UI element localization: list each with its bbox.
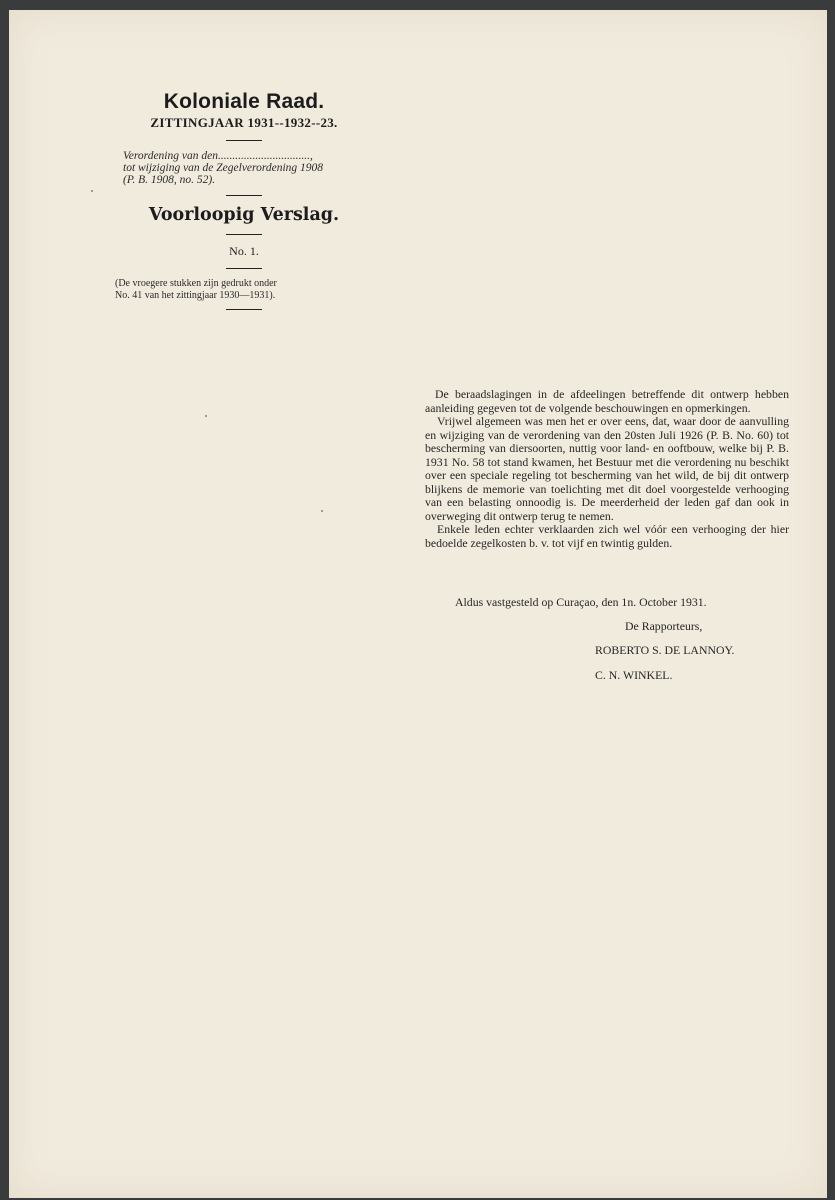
report-title: Voorloopig Verslag. bbox=[148, 205, 340, 225]
document-number: No. 1. bbox=[229, 244, 259, 258]
rapporteurs-label: De Rapporteurs, bbox=[625, 619, 703, 633]
divider bbox=[226, 234, 262, 235]
paper-speck bbox=[205, 415, 207, 417]
note-line: No. 41 van het zittingjaar 1930—1931). bbox=[115, 289, 276, 301]
signatory-name: C. N. WINKEL. bbox=[595, 668, 673, 682]
paragraph: De beraadslagingen in de afdeelingen betreffende dit ontwerp hebben aanleiding gegeven tot de volgende beschouwingen en opmerkingen. bbox=[425, 387, 789, 415]
divider bbox=[226, 195, 262, 196]
paragraph: Enkele leden echter verklaarden zich wel vóór een verhooging der hier bedoelde zegelkosten b. v. tot vijf en twintig gulden. bbox=[425, 522, 789, 550]
closing-statement: Aldus vastgesteld op Curaçao, den 1n. October 1931. bbox=[455, 595, 707, 609]
report-body bbox=[425, 388, 789, 550]
document-header bbox=[109, 90, 379, 319]
ordinance-line: (P. B. 1908, no. 52). bbox=[123, 174, 216, 186]
previous-documents-note bbox=[109, 278, 379, 301]
document-page bbox=[9, 10, 827, 1198]
ordinance-line: Verordening van den................................, bbox=[123, 150, 313, 162]
divider bbox=[226, 268, 262, 269]
note-line: (De vroegere stukken zijn gedrukt onder bbox=[115, 278, 277, 289]
paragraph: Vrijwel algemeen was men het er over eens, dat, waar door de aanvulling en wijziging van de verordening van den 20sten Juli 1926 (P. B. No. 60) tot bescherming van diersoorten, nuttig voor land- en ooftbouw, welke bij P. B. 1931 No. 58 tot stand kwamen, het Bestuur met die verordening nu beschikt over een speciale regeling tot bescherming van het wild, de bij dit ontwerp blijkens de memorie van toelichting met dit doel voorgestelde verhooging van een belasting onnoodig is. De meerderheid der leden gaf dan ook in overweging dit ontwerp terug te nemen. bbox=[425, 414, 789, 523]
paper-speck bbox=[321, 510, 323, 512]
council-title: Koloniale Raad. bbox=[163, 90, 325, 113]
paper-speck bbox=[91, 190, 93, 192]
divider bbox=[226, 309, 262, 310]
ordinance-line: tot wijziging van de Zegelverordening 1908 bbox=[123, 162, 324, 174]
signatory-name: ROBERTO S. DE LANNOY. bbox=[595, 643, 735, 657]
ordinance-reference bbox=[109, 150, 379, 186]
divider bbox=[226, 140, 262, 141]
session-year: ZITTINGJAAR 1931--1932--23. bbox=[150, 115, 338, 130]
